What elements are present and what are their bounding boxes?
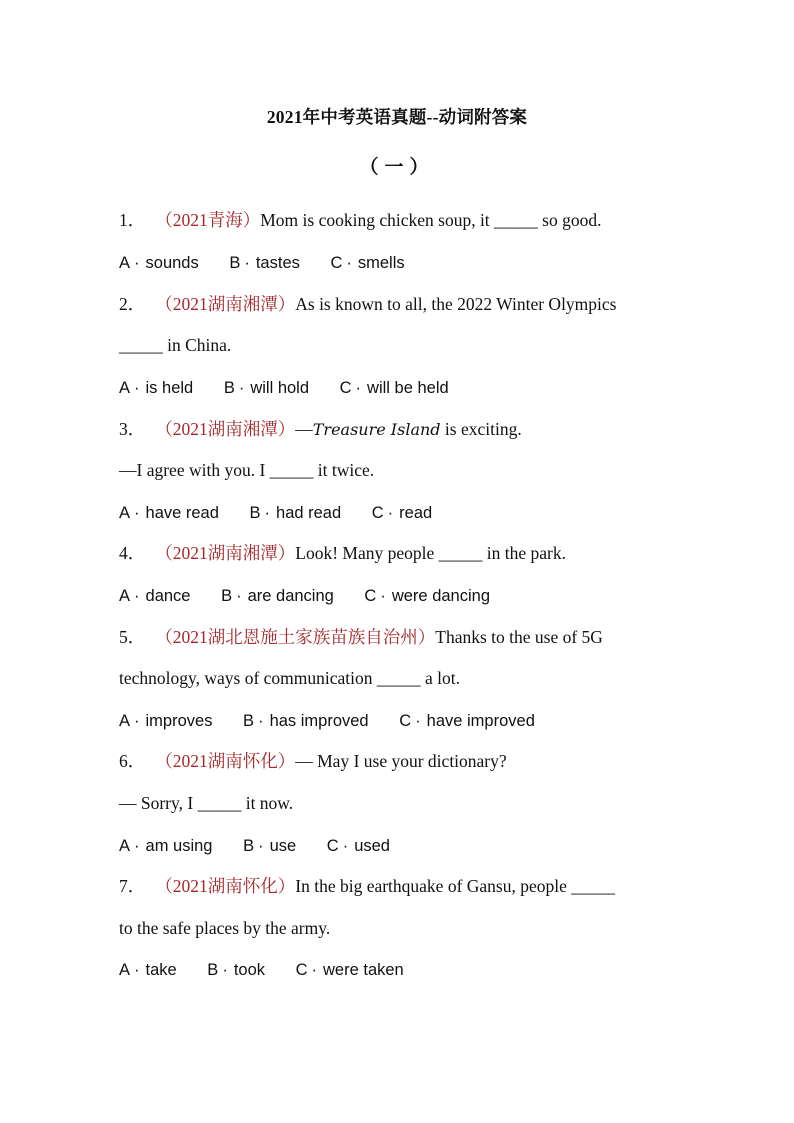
question-2-continued: _____ in China. [119,335,232,355]
option-c: C · read [371,504,433,522]
question-number: 4． [119,543,146,563]
question-number: 6． [119,751,146,771]
question-3: 3． （2021湖南湘潭）—Treasure Island is exciting. [119,419,522,439]
option-a: A · sounds [119,254,199,272]
option-c: C · will be held [339,379,449,397]
question-number: 7． [119,876,146,896]
question-number: 5． [119,627,146,647]
option-b: B · are dancing [221,587,334,605]
question-number: 2． [119,294,146,314]
option-a: A · improves [119,712,213,730]
options-2 [119,377,679,399]
option-b: B · took [207,961,265,979]
question-text: As is known to all, the 2022 Winter Olympics [295,294,617,314]
question-6 [119,750,679,772]
question-6-reply: — Sorry, I _____ it now. [119,793,294,813]
question-4 [119,542,679,564]
option-b: B · will hold [223,379,310,397]
section-heading: （一） [359,157,435,178]
option-b: B · had read [249,504,342,522]
question-1 [119,209,679,231]
options-5 [119,710,679,732]
question-text: In the big earthquake of Gansu, people _____ [295,876,616,896]
question-source: （2021湖南湘潭） [155,543,296,563]
option-c: C · used [326,837,390,855]
question-source: （2021湖南怀化） [155,751,296,771]
question-text: Look! Many people _____ in the park. [295,543,566,563]
question-7-continued: to the safe places by the army. [119,918,331,938]
options-1 [119,252,679,274]
question-5-continued: technology, ways of communication _____ a lot. [119,668,461,688]
question-source: （2021湖南湘潭） [155,294,296,314]
option-a: A · dance [119,587,191,605]
question-number: 1． [119,210,146,230]
option-c: C · were taken [295,961,404,979]
question-source: （2021青海） [155,210,261,230]
question-5 [119,626,679,648]
options-6 [119,835,679,857]
question-number: 3． [119,419,146,439]
options-3 [119,502,679,524]
option-a: A · am using [119,837,213,855]
question-3-reply: —I agree with you. I _____ it twice. [119,460,375,480]
option-b: B · has improved [243,712,369,730]
page-title: 2021年中考英语真题--动词附答案 [266,107,528,127]
option-c: C · have improved [399,712,535,730]
question-2 [119,293,679,315]
question-source: （2021湖南怀化） [155,876,296,896]
question-source: （2021湖北恩施土家族苗族自治州） [155,627,436,647]
book-title: Treasure Island [312,420,441,439]
option-b: B · tastes [229,254,300,272]
question-text: — May I use your dictionary? [295,751,507,771]
option-c: C · smells [330,254,405,272]
options-7 [119,959,679,981]
option-a: A · take [119,961,177,979]
question-source: （2021湖南湘潭） [155,419,296,439]
question-text: Thanks to the use of 5G [435,627,603,647]
question-7 [119,875,679,897]
question-text: Mom is cooking chicken soup, it _____ so good. [260,210,602,230]
option-a: A · have read [119,504,219,522]
option-b: B · use [243,837,297,855]
question-text: — [295,419,313,439]
option-a: A · is held [119,379,194,397]
option-c: C · were dancing [364,587,490,605]
options-4 [119,585,679,607]
